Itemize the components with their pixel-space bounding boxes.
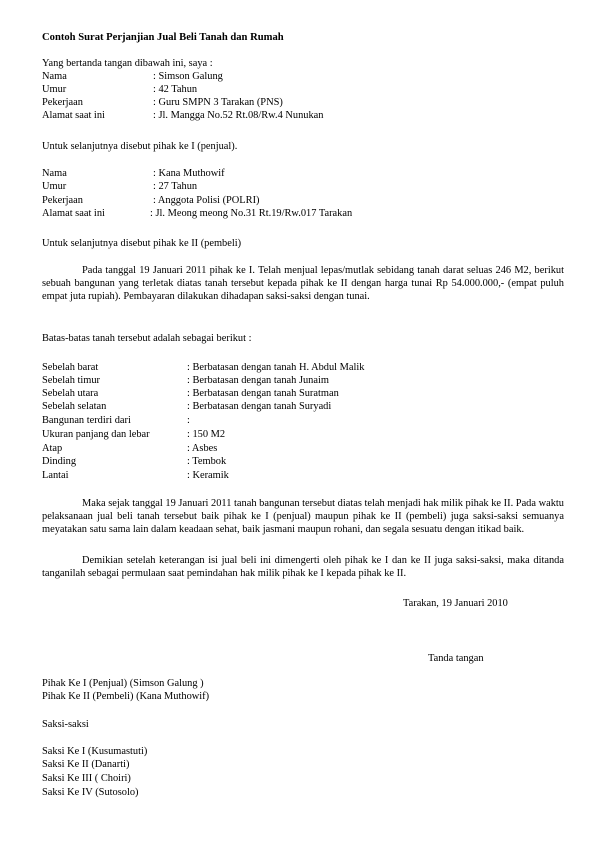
- ownership-paragraph: [42, 497, 564, 536]
- seller-field-label: Alamat saat ini: [42, 110, 105, 121]
- border-value: : Berbatasan dengan tanah Suratman: [187, 388, 339, 399]
- signature-label: Tanda tangan: [428, 653, 484, 664]
- border-label: Atap: [42, 443, 63, 454]
- border-value: : Asbes: [187, 443, 218, 454]
- border-label: Bangunan terdiri dari: [42, 415, 131, 426]
- buyer-field-label: Nama: [42, 168, 67, 179]
- buyer-note: Untuk selanjutnya disebut pihak ke II (pembeli): [42, 238, 242, 249]
- border-label: Lantai: [42, 470, 69, 481]
- party-line: Pihak Ke I (Penjual) (Simson Galung ): [42, 678, 204, 689]
- place-date: Tarakan, 19 Januari 2010: [403, 598, 508, 609]
- witness-line: Saksi Ke II (Danarti): [42, 759, 130, 770]
- ownership-paragraph-text: Maka sejak tanggal 19 Januari 2011 tanah bangunan tersebut diatas telah menjadi hak milik pihak ke II. Pada waktu pelaksanaan jual beli tanah tersebut baik pihak ke I (penjual) maupun pihak ke II (pembeli) juga saksi-saksi semuanya meyatakan satu sama lain dalam keadaan sehat, baik jasmani maupun rohani, dan segala sesuatu dengan itikad baik.: [42, 498, 564, 535]
- seller-note: Untuk selanjutnya disebut pihak ke I (penjual).: [42, 141, 238, 152]
- buyer-field-value: : Jl. Meong meong No.31 Rt.19/Rw.017 Tarakan: [150, 208, 353, 219]
- border-label: Sebelah utara: [42, 388, 99, 399]
- seller-field-value: : Simson Galung: [153, 71, 223, 82]
- border-value: : Tembok: [187, 456, 227, 467]
- seller-field-label: Nama: [42, 71, 67, 82]
- party-line: Pihak Ke II (Pembeli) (Kana Muthowif): [42, 691, 210, 702]
- witness-line: Saksi Ke IV (Sutosolo): [42, 787, 139, 798]
- witness-heading: Saksi-saksi: [42, 719, 89, 730]
- border-value: : Keramik: [187, 470, 229, 481]
- seller-field-value: : 42 Tahun: [153, 84, 198, 95]
- border-value: : Berbatasan dengan tanah Suryadi: [187, 401, 332, 412]
- border-value: : 150 M2: [187, 429, 226, 440]
- seller-field-value: : Guru SMPN 3 Tarakan (PNS): [153, 97, 283, 108]
- buyer-field-label: Umur: [42, 181, 67, 192]
- border-value: : Berbatasan dengan tanah H. Abdul Malik: [187, 362, 365, 373]
- witness-line: Saksi Ke I (Kusumastuti): [42, 746, 148, 757]
- intro-line: Yang bertanda tangan dibawah ini, saya :: [42, 58, 213, 69]
- buyer-field-value: : 27 Tahun: [153, 181, 198, 192]
- seller-field-value: : Jl. Mangga No.52 Rt.08/Rw.4 Nunukan: [153, 110, 324, 121]
- sale-paragraph-text: Pada tanggal 19 Januari 2011 pihak ke I. Telah menjual lepas/mutlak sebidang tanah darat seluas 246 M2, berikut sebuah bangunan yang terletak diatas tanah tersebut kepada pihak ke II dengan harga tunai Rp 54.000.000,- (empat puluh empat juta rupiah). Pembayaran dilakukan dihadapan saksi-saksi dengan tunai.: [42, 265, 564, 302]
- buyer-field-label: Pekerjaan: [42, 195, 83, 206]
- buyer-field-value: : Anggota Polisi (POLRI): [153, 195, 260, 206]
- seller-field-label: Umur: [42, 84, 67, 95]
- border-label: Sebelah selatan: [42, 401, 107, 412]
- border-label: Sebelah timur: [42, 375, 101, 386]
- buyer-field-value: : Kana Muthowif: [153, 168, 225, 179]
- sale-paragraph: [42, 264, 564, 303]
- border-label: Sebelah barat: [42, 362, 99, 373]
- borders-intro: Batas-batas tanah tersebut adalah sebagai berikut :: [42, 333, 252, 344]
- closing-paragraph: [42, 554, 564, 580]
- border-label: Ukuran panjang dan lebar: [42, 429, 150, 440]
- border-label: Dinding: [42, 456, 77, 467]
- document-title: Contoh Surat Perjanjian Jual Beli Tanah dan Rumah: [42, 32, 284, 43]
- border-value: : Berbatasan dengan tanah Junaim: [187, 375, 329, 386]
- buyer-field-label: Alamat saat ini: [42, 208, 105, 219]
- border-value: :: [187, 415, 190, 426]
- seller-field-label: Pekerjaan: [42, 97, 83, 108]
- witness-line: Saksi Ke III ( Choiri): [42, 773, 131, 784]
- closing-paragraph-text: Demikian setelah keterangan isi jual beli ini dimengerti oleh pihak ke I dan ke II juga saksi-saksi, maka ditanda tanganilah sebagai permulaan saat pemindahan hak milik pihak ke I kepada pihak ke II.: [42, 555, 564, 579]
